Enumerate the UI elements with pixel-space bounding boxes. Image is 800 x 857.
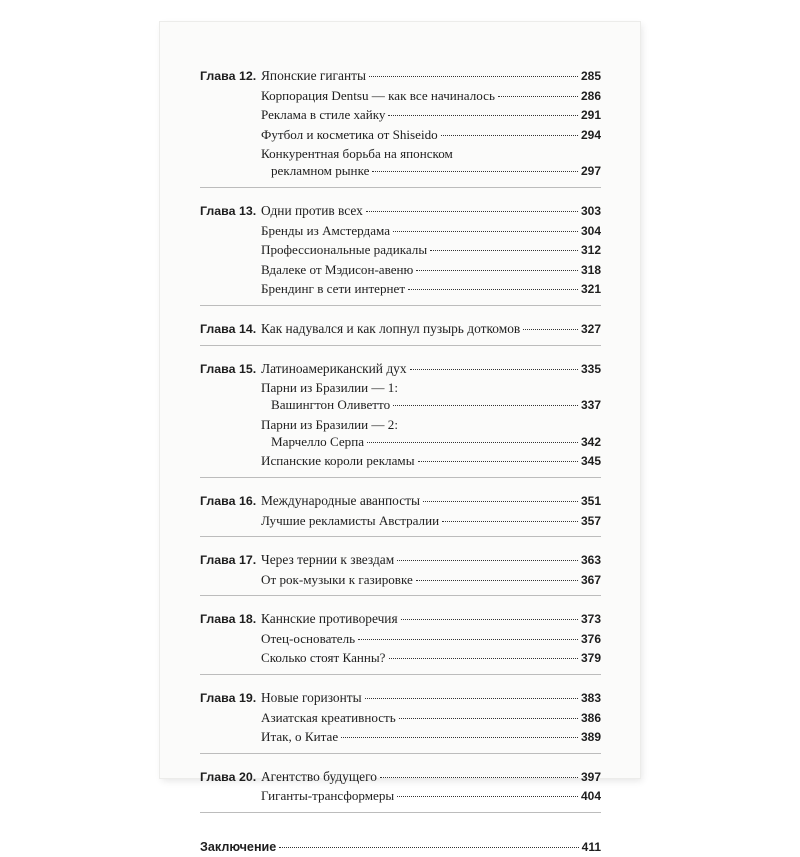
page-number: 357	[580, 513, 601, 528]
page-number: 383	[580, 691, 601, 706]
toc-entry-multiline	[200, 416, 601, 452]
chapter-heading	[200, 689, 601, 708]
entry-title: Сколько стоят Канны?	[261, 650, 386, 666]
entry-title: Азиатская креативность	[261, 709, 396, 725]
chapter-title: Каннские противоречия	[261, 611, 398, 627]
dot-leader	[408, 289, 578, 290]
chapter-title: Международные аванпосты	[261, 492, 421, 508]
entry-title-line2: рекламном рынке	[271, 163, 370, 179]
toc-entry	[200, 106, 601, 125]
entry-title: Профессиональные радикалы	[261, 242, 428, 258]
chapter-number: Глава 18.	[200, 612, 257, 627]
chapter-heading	[200, 768, 601, 787]
dot-leader	[442, 521, 578, 522]
entry-title-line1: Парни из Бразилии — 2:	[261, 416, 398, 432]
table-of-contents	[200, 67, 601, 857]
chapter-19	[200, 689, 601, 754]
chapter-number: Глава 12.	[200, 69, 257, 83]
dot-leader	[372, 171, 578, 172]
entry-title: Футбол и косметика от Shiseido	[261, 126, 438, 142]
page-number: 286	[580, 88, 601, 103]
entry-title-line1: Парни из Бразилии — 1:	[261, 380, 398, 396]
page-number: 312	[580, 243, 601, 258]
page-number: 337	[580, 398, 601, 413]
toc-entry	[200, 241, 601, 260]
dot-leader	[416, 270, 578, 271]
chapter-14	[200, 320, 601, 346]
chapter-number: Глава 17.	[200, 553, 257, 568]
dot-leader	[397, 560, 578, 561]
entry-title-line2: Вашингтон Оливетто	[271, 397, 391, 413]
chapter-number: Глава 16.	[200, 493, 257, 508]
chapter-title: Одни против всех	[261, 202, 363, 218]
chapter-number: Глава 19.	[200, 691, 257, 706]
entry-title: Итак, о Китае	[261, 729, 339, 745]
chapter-heading	[200, 360, 601, 379]
entry-title-line1: Конкурентная борьба на японском	[261, 146, 453, 162]
chapter-heading	[200, 492, 601, 511]
toc-entry	[200, 709, 601, 728]
conclusion-title: Заключение	[200, 840, 277, 855]
toc-entry	[200, 87, 601, 106]
chapter-18	[200, 610, 601, 675]
page-number: 373	[580, 612, 601, 627]
page-number: 294	[580, 127, 601, 142]
chapter-heading	[200, 610, 601, 629]
entry-title: От рок-музыки к газировке	[261, 571, 413, 587]
page-number: 291	[580, 108, 601, 123]
dot-leader	[441, 135, 578, 136]
dot-leader	[365, 698, 578, 699]
chapter-16	[200, 492, 601, 537]
dot-leader	[369, 76, 578, 77]
page-number: 376	[580, 631, 601, 646]
dot-leader	[401, 619, 578, 620]
toc-entry	[200, 571, 601, 590]
toc-entry	[200, 512, 601, 531]
page-number: 345	[580, 454, 601, 469]
chapter-title: Латиноамериканский дух	[261, 360, 407, 376]
page-number: 297	[580, 164, 601, 179]
entry-title: Брендинг в сети интернет	[261, 281, 406, 297]
chapter-heading	[200, 551, 601, 570]
page-number: 379	[580, 651, 601, 666]
page-number: 321	[580, 282, 601, 297]
chapter-number: Глава 13.	[200, 203, 257, 218]
conclusion-entry	[200, 839, 601, 857]
chapter-20	[200, 768, 601, 813]
toc-entry	[200, 126, 601, 145]
page-number: 327	[580, 321, 601, 336]
page-number: 304	[580, 223, 601, 238]
dot-leader	[430, 250, 578, 251]
toc-entry	[200, 649, 601, 668]
entry-title: Испанские короли рекламы	[261, 453, 415, 469]
chapter-number: Глава 14.	[200, 321, 257, 336]
page-number: 367	[580, 572, 601, 587]
chapter-title: Через тернии к звездам	[261, 552, 395, 568]
toc-entry	[200, 280, 601, 299]
chapter-12	[200, 67, 601, 188]
toc-entry	[200, 452, 601, 471]
dot-leader	[380, 777, 578, 778]
entry-title: Корпорация Dentsu — как все начиналось	[261, 87, 495, 103]
dot-leader	[358, 639, 578, 640]
toc-entry-multiline	[200, 379, 601, 415]
page-number: 342	[580, 434, 601, 449]
page-number: 411	[581, 840, 601, 855]
chapter-heading	[200, 202, 601, 221]
entry-title: Гиганты-трансформеры	[261, 788, 395, 804]
dot-leader	[279, 847, 578, 848]
chapter-title: Новые горизонты	[261, 690, 362, 706]
toc-entry	[200, 787, 601, 806]
page-number: 285	[580, 69, 601, 83]
dot-leader	[418, 461, 578, 462]
dot-leader	[397, 796, 578, 797]
chapter-heading	[200, 67, 601, 86]
toc-entry	[200, 728, 601, 747]
chapter-number: Глава 15.	[200, 361, 257, 376]
page-number: 318	[580, 262, 601, 277]
entry-title: Отец-основатель	[261, 630, 356, 646]
chapter-17	[200, 551, 601, 596]
page-number: 303	[580, 203, 601, 218]
toc-entry	[200, 630, 601, 649]
entry-title-line2: Марчелло Серпа	[271, 433, 365, 449]
dot-leader	[389, 658, 578, 659]
entry-title: Бренды из Амстердама	[261, 222, 391, 238]
dot-leader	[393, 231, 578, 232]
chapter-heading	[200, 320, 601, 339]
toc-entry	[200, 222, 601, 241]
entry-title: Вдалеке от Мэдисон-авеню	[261, 261, 414, 277]
dot-leader	[367, 442, 578, 443]
toc-entry-multiline	[200, 145, 601, 181]
dot-leader	[498, 96, 578, 97]
entry-title: Реклама в стиле хайку	[261, 107, 386, 123]
chapter-13	[200, 202, 601, 306]
book-page	[160, 22, 640, 855]
dot-leader	[388, 115, 578, 116]
dot-leader	[423, 501, 578, 502]
dot-leader	[341, 737, 578, 738]
page-number: 386	[580, 710, 601, 725]
page-number: 351	[580, 493, 601, 508]
page-number: 335	[580, 361, 601, 376]
chapter-title: Японские гиганты	[261, 68, 366, 83]
page-number: 404	[580, 789, 601, 804]
chapter-title: Как надувался и как лопнул пузырь доткомов	[261, 320, 521, 336]
page-number: 397	[580, 769, 601, 784]
page-number: 389	[580, 730, 601, 745]
dot-leader	[366, 211, 578, 212]
dot-leader	[523, 329, 578, 330]
page-number: 363	[580, 553, 601, 568]
chapter-title: Агентство будущего	[261, 768, 377, 784]
dot-leader	[410, 369, 578, 370]
dot-leader	[399, 718, 578, 719]
toc-entry	[200, 261, 601, 280]
dot-leader	[393, 405, 578, 406]
entry-title: Лучшие рекламисты Австралии	[261, 512, 440, 528]
chapter-15	[200, 360, 601, 478]
chapter-number: Глава 20.	[200, 769, 257, 784]
dot-leader	[416, 580, 578, 581]
